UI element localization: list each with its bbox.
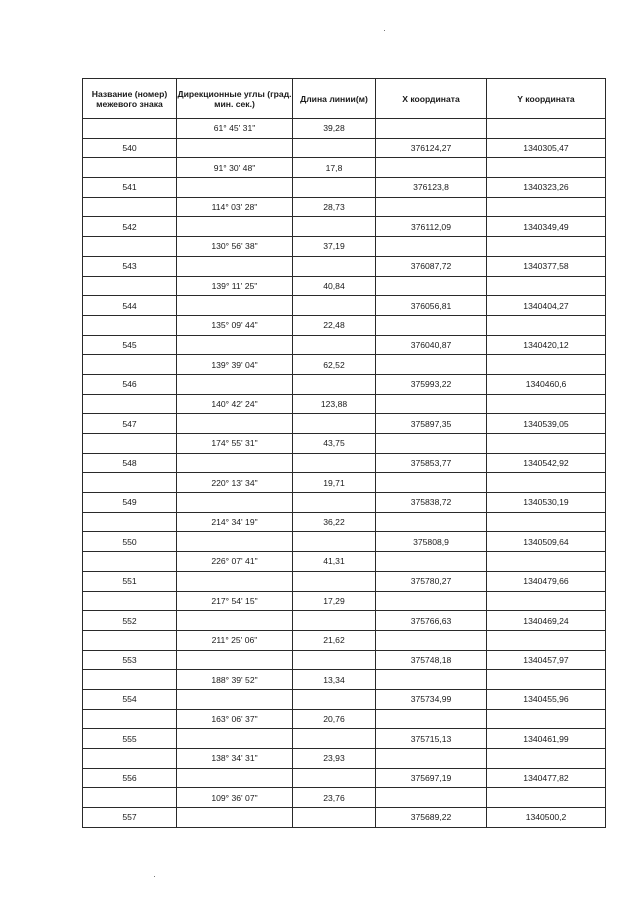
header-x-coordinate: X координата: [376, 79, 487, 119]
y-coordinate-cell: 1340530,19: [487, 493, 606, 513]
x-coordinate-cell: 375853,77: [376, 453, 487, 473]
line-length-cell: [293, 611, 376, 631]
line-length-cell: 17,29: [293, 591, 376, 611]
x-coordinate-cell: 376123,8: [376, 178, 487, 198]
marker-name-cell: [83, 237, 177, 257]
x-coordinate-cell: 375715,13: [376, 729, 487, 749]
y-coordinate-cell: [487, 512, 606, 532]
bearing-angle-cell: 163° 06' 37": [177, 709, 293, 729]
line-length-cell: [293, 178, 376, 198]
bearing-angle-cell: 217° 54' 15": [177, 591, 293, 611]
scan-speck: [384, 30, 385, 31]
x-coordinate-cell: [376, 749, 487, 769]
x-coordinate-cell: [376, 788, 487, 808]
table-row: [83, 158, 606, 178]
x-coordinate-cell: 376112,09: [376, 217, 487, 237]
line-length-cell: 43,75: [293, 434, 376, 454]
bearing-angle-cell: 188° 39' 52": [177, 670, 293, 690]
y-coordinate-cell: 1340377,58: [487, 256, 606, 276]
line-length-cell: [293, 571, 376, 591]
x-coordinate-cell: 375697,19: [376, 768, 487, 788]
marker-name-cell: [83, 197, 177, 217]
table-row: [83, 414, 606, 434]
x-coordinate-cell: [376, 512, 487, 532]
x-coordinate-cell: [376, 276, 487, 296]
line-length-cell: 123,88: [293, 394, 376, 414]
table-row: [83, 650, 606, 670]
bearing-angle-cell: [177, 689, 293, 709]
table-row: [83, 552, 606, 572]
line-length-cell: 23,76: [293, 788, 376, 808]
marker-name-cell: [83, 394, 177, 414]
marker-name-cell: [83, 670, 177, 690]
bearing-angle-cell: 226° 07' 41": [177, 552, 293, 572]
marker-name-cell: 546: [83, 374, 177, 394]
x-coordinate-cell: 375689,22: [376, 808, 487, 828]
table-row: [83, 571, 606, 591]
y-coordinate-cell: [487, 552, 606, 572]
x-coordinate-cell: 375748,18: [376, 650, 487, 670]
bearing-angle-cell: 139° 39' 04": [177, 355, 293, 375]
x-coordinate-cell: [376, 355, 487, 375]
bearing-angle-cell: [177, 138, 293, 158]
y-coordinate-cell: 1340457,97: [487, 650, 606, 670]
bearing-angle-cell: [177, 453, 293, 473]
boundary-coordinates-table: [82, 78, 606, 828]
x-coordinate-cell: 376087,72: [376, 256, 487, 276]
marker-name-cell: 547: [83, 414, 177, 434]
y-coordinate-cell: 1340305,47: [487, 138, 606, 158]
marker-name-cell: [83, 512, 177, 532]
x-coordinate-cell: [376, 158, 487, 178]
y-coordinate-cell: 1340500,2: [487, 808, 606, 828]
table-row: [83, 709, 606, 729]
bearing-angle-cell: 139° 11' 25": [177, 276, 293, 296]
marker-name-cell: [83, 119, 177, 139]
table-row: [83, 749, 606, 769]
y-coordinate-cell: [487, 119, 606, 139]
bearing-angle-cell: 138° 34' 31": [177, 749, 293, 769]
bearing-angle-cell: 174° 55' 31": [177, 434, 293, 454]
line-length-cell: 39,28: [293, 119, 376, 139]
marker-name-cell: 552: [83, 611, 177, 631]
line-length-cell: [293, 138, 376, 158]
bearing-angle-cell: [177, 571, 293, 591]
marker-name-cell: [83, 630, 177, 650]
y-coordinate-cell: [487, 788, 606, 808]
x-coordinate-cell: [376, 473, 487, 493]
marker-name-cell: [83, 315, 177, 335]
table-row: [83, 197, 606, 217]
y-coordinate-cell: 1340542,92: [487, 453, 606, 473]
line-length-cell: 28,73: [293, 197, 376, 217]
marker-name-cell: 551: [83, 571, 177, 591]
y-coordinate-cell: 1340477,82: [487, 768, 606, 788]
y-coordinate-cell: 1340460,6: [487, 374, 606, 394]
y-coordinate-cell: 1340420,12: [487, 335, 606, 355]
table-row: [83, 256, 606, 276]
x-coordinate-cell: [376, 434, 487, 454]
marker-name-cell: [83, 709, 177, 729]
table-row: [83, 335, 606, 355]
marker-name-cell: 545: [83, 335, 177, 355]
line-length-cell: 62,52: [293, 355, 376, 375]
y-coordinate-cell: 1340479,66: [487, 571, 606, 591]
header-y-coordinate: Y координата: [487, 79, 606, 119]
table-row: [83, 138, 606, 158]
marker-name-cell: 540: [83, 138, 177, 158]
table-row: [83, 473, 606, 493]
x-coordinate-cell: [376, 315, 487, 335]
marker-name-cell: 544: [83, 296, 177, 316]
table-row: [83, 434, 606, 454]
x-coordinate-cell: 375780,27: [376, 571, 487, 591]
x-coordinate-cell: [376, 709, 487, 729]
bearing-angle-cell: [177, 178, 293, 198]
marker-name-cell: [83, 355, 177, 375]
line-length-cell: [293, 808, 376, 828]
line-length-cell: 13,34: [293, 670, 376, 690]
x-coordinate-cell: 376040,87: [376, 335, 487, 355]
marker-name-cell: 555: [83, 729, 177, 749]
y-coordinate-cell: 1340539,05: [487, 414, 606, 434]
marker-name-cell: 557: [83, 808, 177, 828]
x-coordinate-cell: 375808,9: [376, 532, 487, 552]
bearing-angle-cell: [177, 729, 293, 749]
marker-name-cell: 543: [83, 256, 177, 276]
line-length-cell: [293, 453, 376, 473]
table-row: [83, 178, 606, 198]
x-coordinate-cell: [376, 630, 487, 650]
marker-name-cell: 548: [83, 453, 177, 473]
line-length-cell: 20,76: [293, 709, 376, 729]
x-coordinate-cell: [376, 237, 487, 257]
line-length-cell: 36,22: [293, 512, 376, 532]
marker-name-cell: [83, 749, 177, 769]
line-length-cell: [293, 374, 376, 394]
marker-name-cell: [83, 434, 177, 454]
y-coordinate-cell: 1340349,49: [487, 217, 606, 237]
x-coordinate-cell: 375993,22: [376, 374, 487, 394]
line-length-cell: [293, 414, 376, 434]
y-coordinate-cell: [487, 709, 606, 729]
line-length-cell: 17,8: [293, 158, 376, 178]
y-coordinate-cell: [487, 197, 606, 217]
y-coordinate-cell: 1340455,96: [487, 689, 606, 709]
marker-name-cell: 553: [83, 650, 177, 670]
y-coordinate-cell: 1340509,64: [487, 532, 606, 552]
y-coordinate-cell: 1340469,24: [487, 611, 606, 631]
x-coordinate-cell: 375897,35: [376, 414, 487, 434]
y-coordinate-cell: [487, 237, 606, 257]
line-length-cell: [293, 217, 376, 237]
table-row: [83, 591, 606, 611]
marker-name-cell: 550: [83, 532, 177, 552]
table-row: [83, 493, 606, 513]
table-row: [83, 394, 606, 414]
marker-name-cell: 556: [83, 768, 177, 788]
y-coordinate-cell: [487, 591, 606, 611]
header-line-length: Длина линии(м): [293, 79, 376, 119]
line-length-cell: [293, 650, 376, 670]
x-coordinate-cell: 375838,72: [376, 493, 487, 513]
bearing-angle-cell: [177, 296, 293, 316]
table-row: [83, 808, 606, 828]
bearing-angle-cell: [177, 374, 293, 394]
line-length-cell: 19,71: [293, 473, 376, 493]
bearing-angle-cell: [177, 532, 293, 552]
line-length-cell: 22,48: [293, 315, 376, 335]
x-coordinate-cell: [376, 670, 487, 690]
y-coordinate-cell: [487, 473, 606, 493]
marker-name-cell: [83, 473, 177, 493]
y-coordinate-cell: [487, 158, 606, 178]
bearing-angle-cell: 220° 13' 34": [177, 473, 293, 493]
bearing-angle-cell: [177, 808, 293, 828]
marker-name-cell: [83, 591, 177, 611]
x-coordinate-cell: 376124,27: [376, 138, 487, 158]
table-row: [83, 689, 606, 709]
table-row: [83, 788, 606, 808]
marker-name-cell: 554: [83, 689, 177, 709]
bearing-angle-cell: 135° 09' 44": [177, 315, 293, 335]
line-length-cell: 41,31: [293, 552, 376, 572]
marker-name-cell: [83, 276, 177, 296]
table-row: [83, 453, 606, 473]
table-row: [83, 512, 606, 532]
y-coordinate-cell: [487, 394, 606, 414]
line-length-cell: [293, 335, 376, 355]
marker-name-cell: [83, 552, 177, 572]
scan-speck: [154, 876, 155, 877]
x-coordinate-cell: 376056,81: [376, 296, 487, 316]
line-length-cell: [293, 689, 376, 709]
marker-name-cell: 541: [83, 178, 177, 198]
bearing-angle-cell: [177, 493, 293, 513]
y-coordinate-cell: [487, 276, 606, 296]
x-coordinate-cell: [376, 119, 487, 139]
bearing-angle-cell: 214° 34' 19": [177, 512, 293, 532]
table-row: [83, 670, 606, 690]
bearing-angle-cell: [177, 650, 293, 670]
y-coordinate-cell: [487, 670, 606, 690]
table-row: [83, 217, 606, 237]
x-coordinate-cell: 375734,99: [376, 689, 487, 709]
y-coordinate-cell: [487, 355, 606, 375]
x-coordinate-cell: 375766,63: [376, 611, 487, 631]
bearing-angle-cell: 140° 42' 24": [177, 394, 293, 414]
table-row: [83, 611, 606, 631]
bearing-angle-cell: [177, 217, 293, 237]
bearing-angle-cell: [177, 414, 293, 434]
line-length-cell: [293, 493, 376, 513]
line-length-cell: 37,19: [293, 237, 376, 257]
y-coordinate-cell: [487, 315, 606, 335]
bearing-angle-cell: 91° 30' 48": [177, 158, 293, 178]
table-row: [83, 237, 606, 257]
line-length-cell: [293, 532, 376, 552]
line-length-cell: [293, 256, 376, 276]
bearing-angle-cell: [177, 335, 293, 355]
x-coordinate-cell: [376, 552, 487, 572]
line-length-cell: [293, 768, 376, 788]
table-row: [83, 296, 606, 316]
line-length-cell: [293, 729, 376, 749]
table-row: [83, 374, 606, 394]
marker-name-cell: [83, 158, 177, 178]
bearing-angle-cell: 130° 56' 38": [177, 237, 293, 257]
table-row: [83, 355, 606, 375]
line-length-cell: 21,62: [293, 630, 376, 650]
table-row: [83, 315, 606, 335]
bearing-angle-cell: 109° 36' 07": [177, 788, 293, 808]
y-coordinate-cell: [487, 749, 606, 769]
bearing-angle-cell: [177, 768, 293, 788]
marker-name-cell: [83, 788, 177, 808]
table-row: [83, 276, 606, 296]
marker-name-cell: 542: [83, 217, 177, 237]
line-length-cell: 40,84: [293, 276, 376, 296]
table-row: [83, 768, 606, 788]
x-coordinate-cell: [376, 394, 487, 414]
x-coordinate-cell: [376, 197, 487, 217]
bearing-angle-cell: [177, 611, 293, 631]
y-coordinate-cell: 1340461,99: [487, 729, 606, 749]
x-coordinate-cell: [376, 591, 487, 611]
line-length-cell: 23,93: [293, 749, 376, 769]
marker-name-cell: 549: [83, 493, 177, 513]
y-coordinate-cell: [487, 630, 606, 650]
table-row: [83, 119, 606, 139]
table-row: [83, 532, 606, 552]
table-row: [83, 729, 606, 749]
table-row: [83, 630, 606, 650]
bearing-angle-cell: [177, 256, 293, 276]
bearing-angle-cell: 114° 03' 28": [177, 197, 293, 217]
y-coordinate-cell: [487, 434, 606, 454]
y-coordinate-cell: 1340323,26: [487, 178, 606, 198]
header-marker-name: Название (номер) межевого знака: [83, 79, 177, 119]
bearing-angle-cell: 61° 45' 31": [177, 119, 293, 139]
bearing-angle-cell: 211° 25' 06": [177, 630, 293, 650]
header-row: [83, 79, 606, 119]
y-coordinate-cell: 1340404,27: [487, 296, 606, 316]
header-bearing-angle: Дирекционные углы (град. мин. сек.): [177, 79, 293, 119]
line-length-cell: [293, 296, 376, 316]
